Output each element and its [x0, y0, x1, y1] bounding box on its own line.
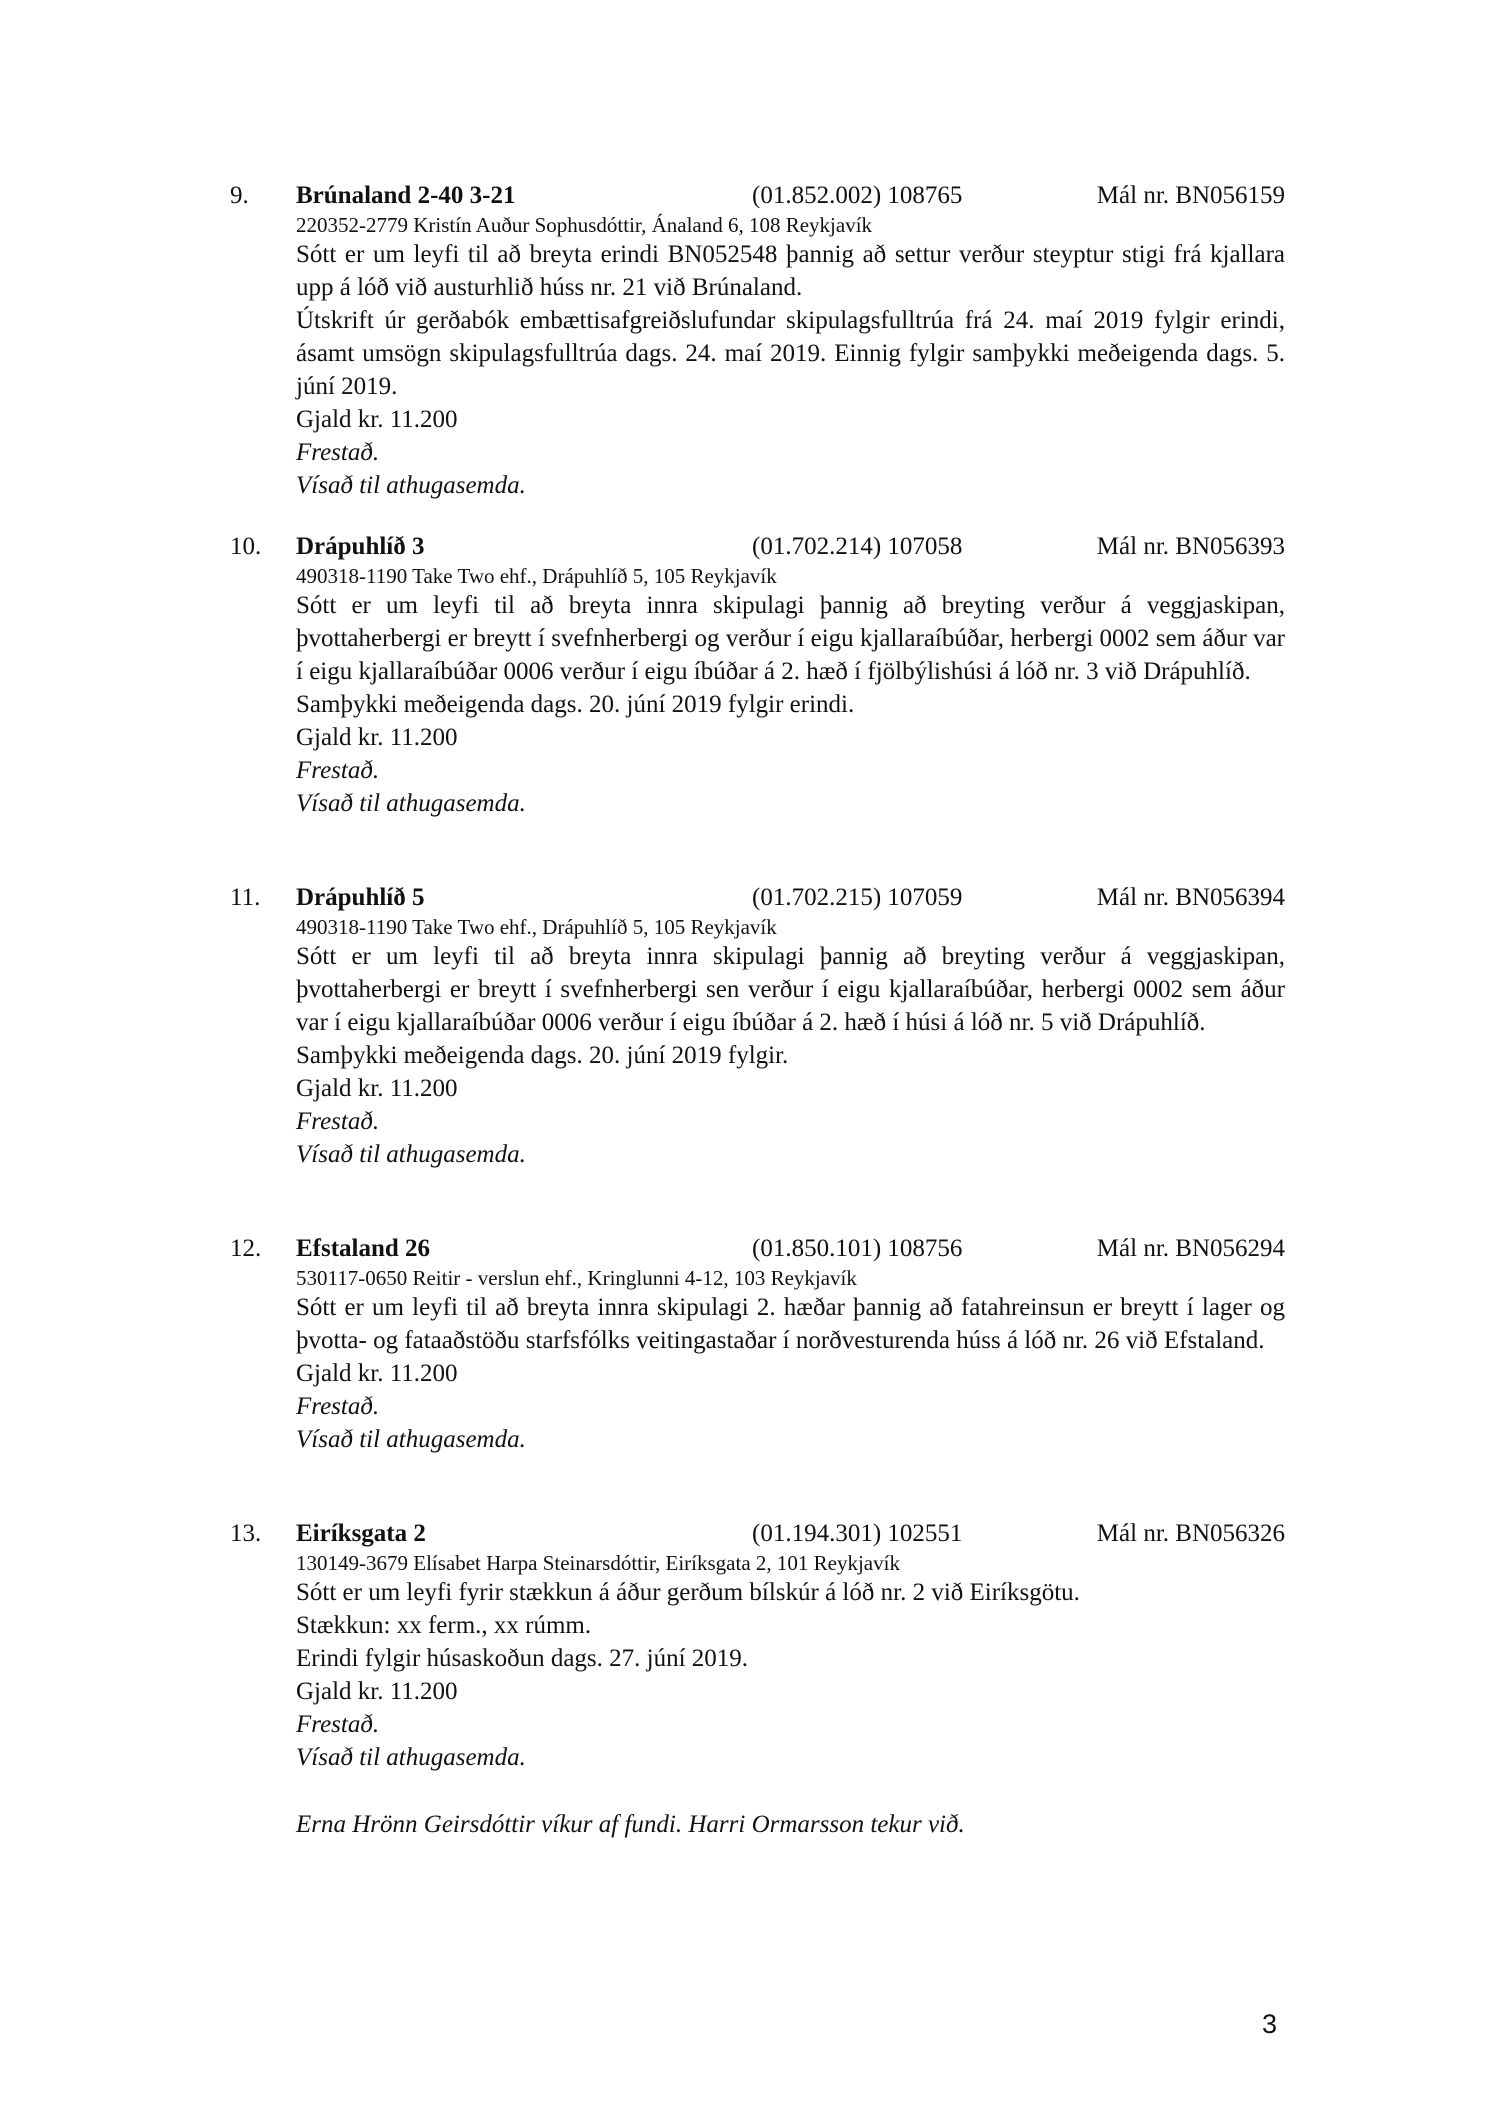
entry-number: 13. [230, 1520, 262, 1547]
entry-status: Frestað. [296, 757, 380, 784]
entry-fee: Gjald kr. 11.200 [296, 406, 458, 433]
entry-header [230, 882, 1285, 914]
entry-property-code: (01.852.002) 108765 [752, 182, 963, 209]
entry-status: Frestað. [296, 1393, 380, 1420]
entry-number: 9. [230, 182, 249, 209]
entry-description: Sótt er um leyfi til að breyta innra skipulagi 2. hæðar þannig að fatahreinsun er breytt í lager og þvotta- og fataaðstöðu starfsfólks veitingastaðar í norðvesturenda húss á lóð nr. 26 við Efstaland. [296, 1294, 1285, 1354]
entry-header [230, 1233, 1285, 1265]
entry-case-number: Mál nr. BN056294 [1096, 1235, 1285, 1262]
entry-address: Eiríksgata 2 [296, 1520, 426, 1547]
entry-attachments: Samþykki meðeigenda dags. 20. júní 2019 fylgir erindi. [296, 691, 855, 718]
entry-description: Sótt er um leyfi til að breyta innra skipulagi þannig að breyting verður á veggjaskipan, þvottaherbergi er breytt í svefnherbergi sen verður í eigu kjallaraíbúðar, herbergi 0002 sem áður var í eigu kjallaraíbúðar 0006 verður í eigu íbúðar á 2. hæð í húsi á lóð nr. 5 við Drápuhlíð. [296, 943, 1285, 1036]
entry-fee: Gjald kr. 11.200 [296, 1678, 458, 1705]
entry-description: Sótt er um leyfi fyrir stækkun á áður gerðum bílskúr á lóð nr. 2 við Eiríksgötu. [296, 1579, 1080, 1606]
entry-applicant: 490318-1190 Take Two ehf., Drápuhlíð 5, 105 Reykjavík [296, 564, 777, 588]
entry-property-code: (01.702.214) 107058 [752, 533, 963, 560]
entry-referral: Vísað til athugasemda. [296, 790, 526, 817]
entry-address: Efstaland 26 [296, 1235, 431, 1262]
entry-enlargement: Stækkun: xx ferm., xx rúmm. [296, 1612, 592, 1639]
entry-description: Sótt er um leyfi til að breyta innra skipulagi þannig að breyting verður á veggjaskipan, þvottaherbergi er breytt í svefnherbergi og verður í eigu kjallaraíbúðar, herbergi 0002 sem áður var í eigu kjallaraíbúðar 0006 verður í eigu íbúðar á 2. hæð í fjölbýlishúsi á lóð nr. 3 við Drápuhlíð. [296, 592, 1285, 685]
entry-case-number: Mál nr. BN056159 [1096, 182, 1285, 209]
entry-property-code: (01.194.301) 102551 [752, 1520, 963, 1547]
entry-fee: Gjald kr. 11.200 [296, 1360, 458, 1387]
entry-fee: Gjald kr. 11.200 [296, 1075, 458, 1102]
closing-note: Erna Hrönn Geirsdóttir víkur af fundi. Harri Ormarsson tekur við. [296, 1811, 965, 1838]
case-entry-12 [230, 1233, 1285, 1456]
entry-case-number: Mál nr. BN056394 [1096, 884, 1285, 911]
entry-property-code: (01.850.101) 108756 [752, 1235, 963, 1262]
entry-case-number: Mál nr. BN056326 [1096, 1520, 1285, 1547]
case-entry-9 [230, 180, 1285, 502]
case-entry-11 [230, 882, 1285, 1171]
page-number: 3 [1262, 2009, 1278, 2039]
entry-attachments: Útskrift úr gerðabók embættisafgreiðslufundar skipulagsfulltrúa frá 24. maí 2019 fylgir erindi, ásamt umsögn skipulagsfulltrúa dags. 24. maí 2019. Einnig fylgir samþykki meðeigenda dags. 5. júní 2019. [296, 307, 1285, 400]
entry-referral: Vísað til athugasemda. [296, 1744, 526, 1771]
entry-applicant: 220352-2779 Kristín Auður Sophusdóttir, Ánaland 6, 108 Reykjavík [296, 213, 873, 237]
entry-number: 11. [230, 884, 261, 911]
entry-fee: Gjald kr. 11.200 [296, 724, 458, 751]
entry-description: Sótt er um leyfi til að breyta erindi BN052548 þannig að settur verður steyptur stigi frá kjallara upp á lóð við austurhlið húss nr. 21 við Brúnaland. [296, 241, 1285, 301]
entry-header [230, 1518, 1285, 1550]
entry-referral: Vísað til athugasemda. [296, 472, 526, 499]
entry-header [230, 531, 1285, 563]
entry-referral: Vísað til athugasemda. [296, 1426, 526, 1453]
entry-attachments: Samþykki meðeigenda dags. 20. júní 2019 fylgir. [296, 1042, 789, 1069]
entry-header [230, 180, 1285, 212]
entry-case-number: Mál nr. BN056393 [1096, 533, 1285, 560]
case-entry-10 [230, 531, 1285, 820]
entry-status: Frestað. [296, 1711, 380, 1738]
entry-address: Drápuhlíð 3 [296, 533, 425, 560]
entry-applicant: 530117-0650 Reitir - verslun ehf., Kringlunni 4-12, 103 Reykjavík [296, 1266, 857, 1290]
entry-attachments: Erindi fylgir húsaskoðun dags. 27. júní 2019. [296, 1645, 749, 1672]
entry-applicant: 130149-3679 Elísabet Harpa Steinarsdóttir, Eiríksgata 2, 101 Reykjavík [296, 1551, 900, 1575]
entry-property-code: (01.702.215) 107059 [752, 884, 963, 911]
entry-number: 10. [230, 533, 262, 560]
entry-applicant: 490318-1190 Take Two ehf., Drápuhlíð 5, 105 Reykjavík [296, 915, 777, 939]
entry-referral: Vísað til athugasemda. [296, 1141, 526, 1168]
entry-status: Frestað. [296, 1108, 380, 1135]
entry-status: Frestað. [296, 439, 380, 466]
entry-address: Drápuhlíð 5 [296, 884, 425, 911]
entry-number: 12. [230, 1235, 262, 1262]
entry-address: Brúnaland 2-40 3-21 [296, 182, 516, 209]
case-entry-13 [230, 1518, 1285, 1774]
